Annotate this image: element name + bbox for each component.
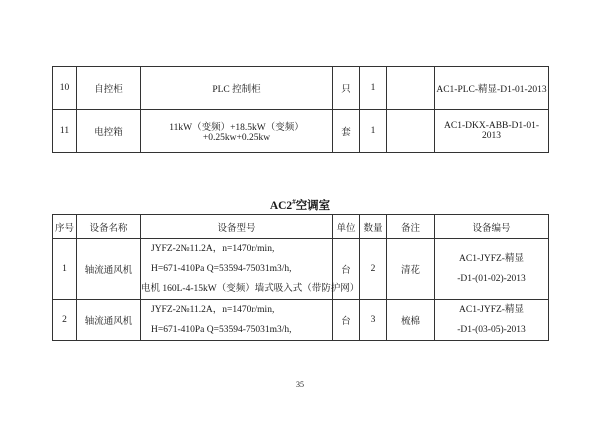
cell-note [387, 67, 435, 110]
cell-note: 梳棉 [387, 300, 435, 341]
table-row [53, 110, 549, 153]
cell-note: 清花 [387, 239, 435, 300]
section-title-sup: # [292, 198, 296, 207]
code-line: AC1-JYFZ-精显 [459, 254, 524, 264]
cell-model [141, 239, 360, 300]
header-name: 设备名称 [77, 215, 141, 239]
cell-code: AC1-DKX-ABB-D1-01-2013 [435, 110, 549, 153]
equipment-table-continued [52, 66, 549, 153]
model-line: JYFZ-2№11.2A，n=1470r/min, [151, 244, 275, 254]
model-line: H=671-410Pa Q=53594-75031m3/h, [151, 325, 292, 335]
ac2-equipment-table [52, 214, 549, 341]
table-row [53, 239, 549, 300]
model-line: JYFZ-2№11.2A，n=1470r/min, [151, 305, 275, 315]
cell-model: PLC 控制柜 [141, 67, 333, 110]
cell-name: 轴流通风机 [77, 300, 141, 341]
section-title-main: AC2 [269, 200, 293, 212]
cell-model: 11kW（变频）+18.5kW（变频）+0.25kw+0.25kw [141, 110, 333, 153]
section-title-suffix: 空调室 [295, 200, 331, 212]
table-row [53, 300, 549, 341]
cell-unit: 套 [333, 110, 360, 153]
cell-name: 电控箱 [77, 110, 141, 153]
code-line: AC1-JYFZ-精显 [459, 305, 524, 315]
header-code: 设备编号 [435, 215, 549, 239]
cell-no: 1 [53, 239, 77, 300]
header-model: 设备型号 [141, 215, 333, 239]
table-row [53, 67, 549, 110]
header-unit: 单位 [333, 215, 360, 239]
cell-code [435, 300, 549, 341]
cell-qty: 1 [360, 67, 387, 110]
cell-no: 10 [53, 67, 77, 110]
cell-qty: 1 [360, 110, 387, 153]
cell-code: AC1-PLC-精显-D1-01-2013 [435, 67, 549, 110]
cell-unit: 台 [333, 300, 360, 341]
model-line: 电机 160L-4-15kW（变频）墙式吸入式（带防护网） [141, 284, 360, 294]
section-title [0, 197, 600, 213]
cell-no: 11 [53, 110, 77, 153]
cell-no: 2 [53, 300, 77, 341]
page-number: 35 [296, 380, 304, 389]
cell-qty: 3 [360, 300, 387, 341]
cell-code [435, 239, 549, 300]
header-qty: 数量 [360, 215, 387, 239]
model-line: H=671-410Pa Q=53594-75031m3/h, [151, 264, 292, 274]
cell-unit: 只 [333, 67, 360, 110]
cell-qty: 2 [360, 239, 387, 300]
cell-note [387, 110, 435, 153]
table-header-row [53, 215, 549, 239]
cell-name: 轴流通风机 [77, 239, 141, 300]
header-no: 序号 [53, 215, 77, 239]
cell-model [141, 300, 333, 341]
code-line: -D1-(03-05)-2013 [457, 325, 526, 335]
cell-name: 自控柜 [77, 67, 141, 110]
code-line: -D1-(01-02)-2013 [457, 274, 526, 284]
header-note: 备注 [387, 215, 435, 239]
cell-unit: 台 [333, 239, 360, 300]
